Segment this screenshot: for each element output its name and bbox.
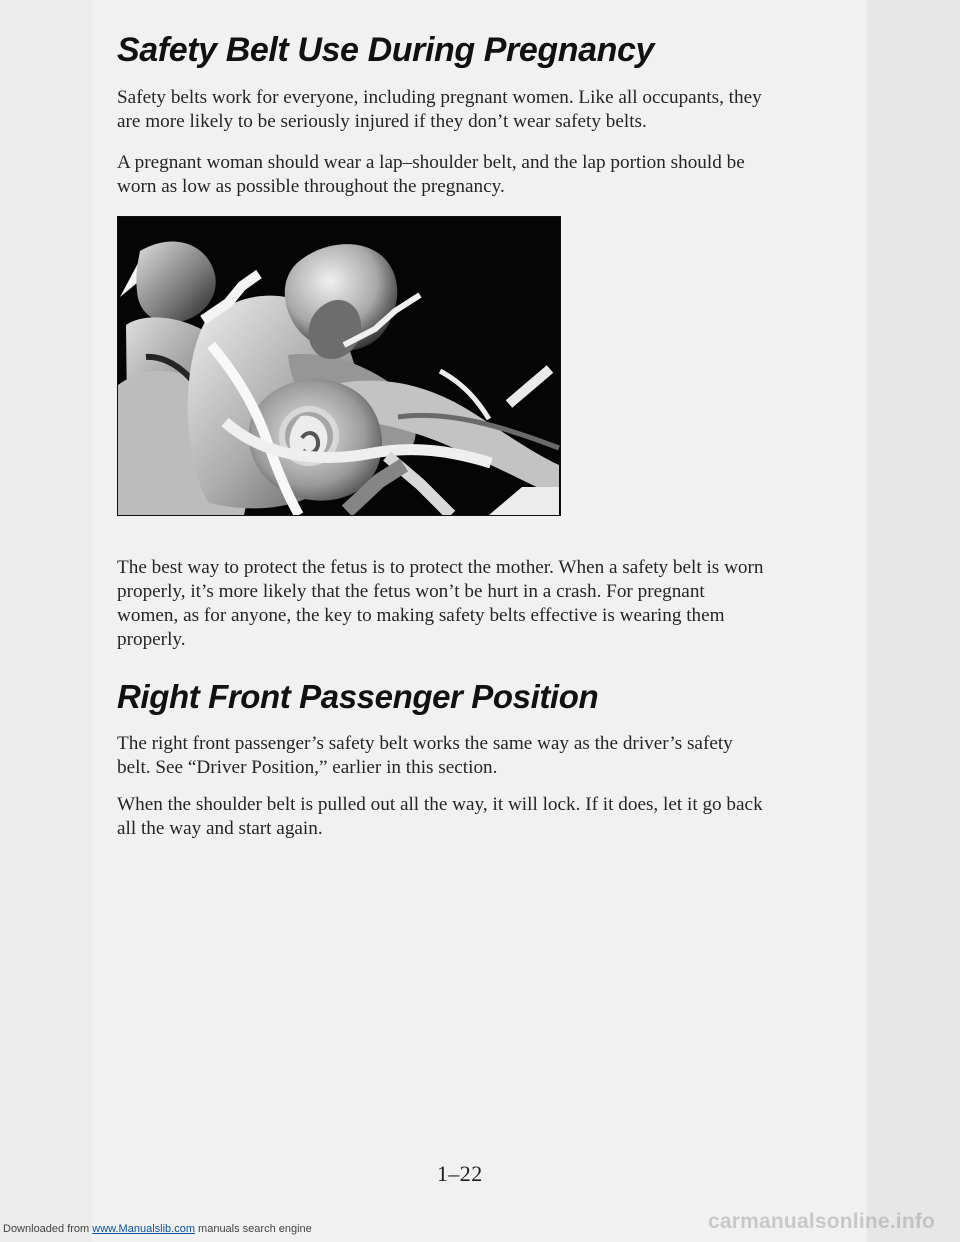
download-footer-suffix: manuals search engine: [194, 1223, 312, 1235]
download-footer-prefix: Downloaded from: [3, 1223, 93, 1235]
pregnancy-paragraph-2: A pregnant woman should wear a lap–shoulder belt, and the lap portion should be worn as low as possible throughout the pregnancy.: [117, 152, 745, 197]
download-footer: [3, 1222, 312, 1236]
site-watermark: carmanualsonline.info: [708, 1210, 936, 1233]
manualslib-link[interactable]: www.Manualslib.com: [92, 1223, 195, 1235]
passenger-paragraph-2: When the shoulder belt is pulled out all the way, it will lock. If it does, let it go back all the way and start again.: [117, 794, 763, 839]
pregnant-passenger-illustration: [117, 216, 561, 516]
section-title-pregnancy: Safety Belt Use During Pregnancy: [117, 31, 655, 69]
page-number: 1–22: [437, 1161, 483, 1186]
pregnancy-paragraph-1: Safety belts work for everyone, including pregnant women. Like all occupants, they are more likely to be seriously injured if they don’t wear safety belts.: [117, 87, 762, 132]
left-scan-margin: [0, 0, 92, 1242]
right-scan-margin: [867, 0, 960, 1242]
passenger-paragraph-1: The right front passenger’s safety belt works the same way as the driver’s safety belt. See “Driver Position,” earlier in this section.: [117, 733, 733, 778]
page-content: [117, 30, 767, 841]
pregnant-passenger-drawing: [118, 217, 560, 515]
pregnancy-paragraph-3: The best way to protect the fetus is to protect the mother. When a safety belt is worn properly, it’s more likely that the fetus won’t be hurt in a crash. For pregnant women, as for anyone, the key to making safety belts effective is wearing them properly.: [117, 557, 764, 650]
section-title-right-front-passenger: Right Front Passenger Position: [117, 678, 599, 715]
